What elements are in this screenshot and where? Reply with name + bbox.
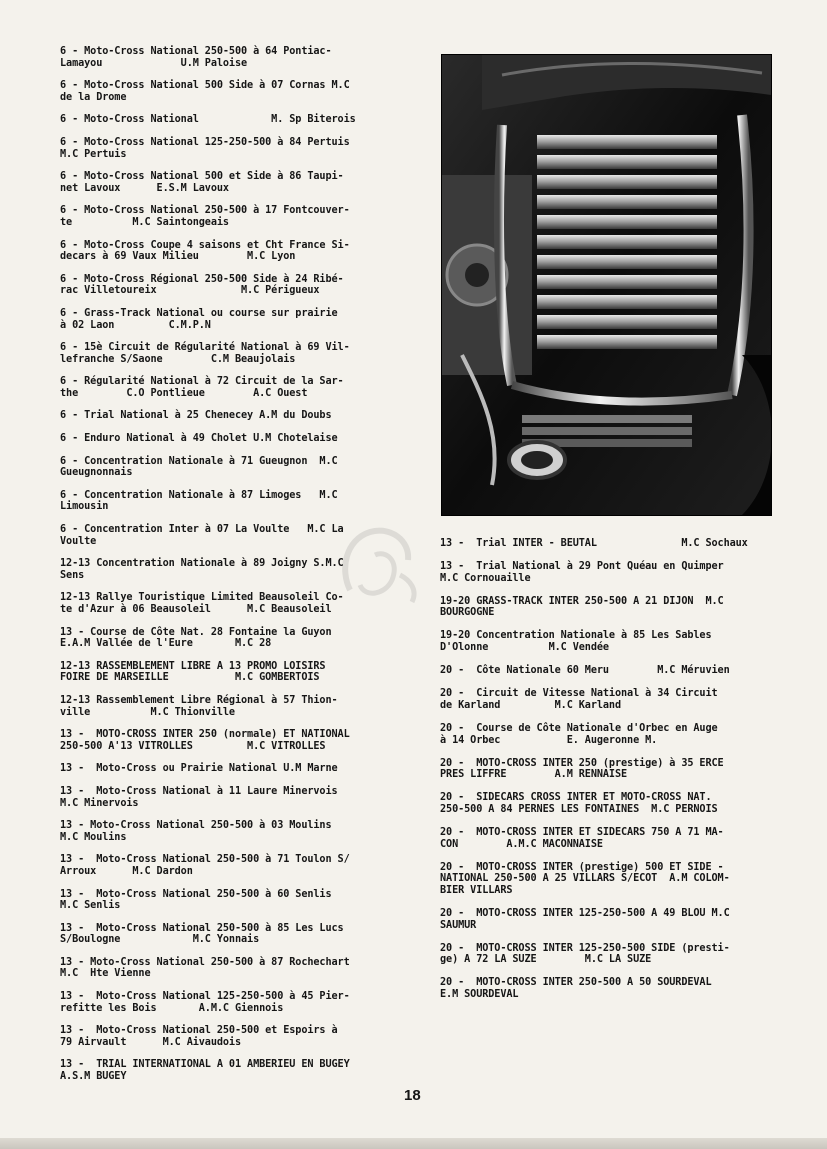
event-entry: 6 - Concentration Inter à 07 La Voulte M.C La Voulte (60, 524, 344, 547)
event-entry: 6 - Trial National à 25 Chenecey A.M du Doubs (60, 410, 332, 422)
event-entry: 13 - Moto-Cross National 250-500 à 85 Les Lucs S/Boulogne M.C Yonnais (60, 922, 344, 946)
event-entry: 6 - Moto-Cross National 500 Side à 07 Cornas M.C de la Drome (60, 80, 350, 103)
watermark-logo (330, 520, 430, 610)
event-entry: 13 - Moto-Cross ou Prairie National U.M Marne (60, 763, 338, 775)
event-entry: 20 - Côte Nationale 60 Meru M.C Méruvien (440, 665, 730, 677)
page-number: 18 (404, 1087, 421, 1104)
event-entry: 12-13 Rassemblement Libre Régional à 57 Thion- ville M.C Thionville (60, 694, 338, 718)
event-entry: 6 - Moto-Cross National 125-250-500 à 84 Pertuis M.C Pertuis (60, 136, 350, 160)
event-entry: 6 - Concentration Nationale à 87 Limoges M.C Limousin (60, 489, 338, 513)
event-entry: 20 - MOTO-CROSS INTER 125-250-500 SIDE (presti- ge) A 72 LA SUZE M.C LA SUZE (440, 942, 730, 966)
event-entry: 20 - MOTO-CROSS INTER 250-500 A 50 SOURDEVAL E.M SOURDEVAL (440, 977, 712, 1000)
event-entry: 13 - Course de Côte Nat. 28 Fontaine la Guyon E.A.M Vallée de l'Eure M.C 28 (60, 626, 332, 650)
event-entry: 13 - Moto-Cross National 250-500 et Espoirs à 79 Airvault M.C Aivaudois (60, 1025, 338, 1048)
event-entry: 20 - MOTO-CROSS INTER ET SIDECARS 750 A 71 MA- CON A.M.C MACONNAISE (440, 827, 724, 850)
event-entry: 20 - Course de Côte Nationale d'Orbec en Auge à 14 Orbec E. Augeronne M. (440, 722, 718, 746)
radiator-fins (537, 135, 717, 349)
event-entry: 6 - Moto-Cross Coupe 4 saisons et Cht France Si- decars à 69 Vaux Milieu M.C Lyon (60, 239, 350, 263)
event-entry: 6 - Régularité National à 72 Circuit de la Sar- the C.O Pontlieue A.C Ouest (60, 376, 344, 399)
event-entry: 6 - Moto-Cross National 250-500 à 17 Fontcouver- te M.C Saintongeais (60, 205, 350, 228)
page-bottom-edge (0, 1138, 827, 1149)
event-entry: 13 - Trial National à 29 Pont Quéau en Quimper M.C Cornouaille (440, 561, 724, 584)
event-entry: 13 - Moto-Cross National à 11 Laure Minervois M.C Minervois (60, 785, 338, 809)
event-entry: 12-13 Concentration Nationale à 89 Joigny S.M.C Sens (60, 558, 344, 581)
event-entry: 13 - Moto-Cross National 250-500 à 87 Rochechart M.C Hte Vienne (60, 956, 350, 980)
motorcycle-engine-illustration (442, 55, 771, 515)
event-entry: 19-20 Concentration Nationale à 85 Les Sables D'Olonne M.C Vendée (440, 630, 712, 654)
event-entry: 13 - TRIAL INTERNATIONAL A 01 AMBERIEU EN BUGEY A.S.M BUGEY (60, 1059, 350, 1083)
event-entry: 13 - Moto-Cross National 250-500 à 60 Senlis M.C Senlis (60, 888, 332, 912)
event-entry: 6 - Moto-Cross Régional 250-500 Side à 24 Ribé- rac Villetoureix M.C Périgueux (60, 273, 344, 297)
event-entry: 13 - Trial INTER - BEUTAL M.C Sochaux (440, 538, 748, 549)
event-entry: 13 - MOTO-CROSS INTER 250 (normale) ET NATIONAL 250-500 A'13 VITROLLES M.C VITROLLES (60, 729, 350, 752)
event-entry: 6 - Concentration Nationale à 71 Gueugnon M.C Gueugnonnais (60, 455, 338, 479)
event-entry: 6 - 15è Circuit de Régularité National à 69 Vil- lefranche S/Saone C.M Beaujolais (60, 342, 350, 365)
event-entry: 13 - Moto-Cross National 250-500 à 03 Moulins M.C Moulins (60, 820, 332, 843)
motorcycle-engine-photo (441, 54, 772, 516)
event-entry: 20 - Circuit de Vitesse National à 34 Circuit de Karland M.C Karland (440, 688, 718, 711)
event-entry: 19-20 GRASS-TRACK INTER 250-500 A 21 DIJON M.C BOURGOGNE (440, 595, 724, 619)
event-entry: 12-13 Rallye Touristique Limited Beausoleil Co- te d'Azur à 06 Beausoleil M.C Beausoleil (60, 592, 344, 615)
event-entry: 6 - Grass-Track National ou course sur prairie à 02 Laon C.M.P.N (60, 307, 338, 331)
event-entry: 12-13 RASSEMBLEMENT LIBRE A 13 PROMO LOISIRS FOIRE DE MARSEILLE M.C GOMBERTOIS (60, 660, 326, 684)
event-entry: 20 - MOTO-CROSS INTER 250 (prestige) à 35 ERCE PRES LIFFRE A.M RENNAISE (440, 757, 724, 781)
event-entry: 6 - Moto-Cross National M. Sp Biterois (60, 114, 356, 126)
event-entry: 13 - Moto-Cross National 250-500 à 71 Toulon S/ Arroux M.C Dardon (60, 854, 350, 877)
event-entry: 6 - Enduro National à 49 Cholet U.M Chotelaise (60, 433, 338, 445)
event-entry: 13 - Moto-Cross National 125-250-500 à 45 Pier- refitte les Bois A.M.C Giennois (60, 991, 350, 1014)
event-entry: 20 - MOTO-CROSS INTER 125-250-500 A 49 BLOU M.C SAUMUR (440, 907, 730, 931)
event-entry: 6 - Moto-Cross National 500 et Side à 86 Taupi- net Lavoux E.S.M Lavoux (60, 171, 344, 194)
event-entry: 20 - SIDECARS CROSS INTER ET MOTO-CROSS NAT. 250-500 A 84 PERNES LES FONTAINES M.C PERNOIS (440, 792, 718, 815)
event-entry: 20 - MOTO-CROSS INTER (prestige) 500 ET SIDE - NATIONAL 250-500 A 25 VILLARS S/ECOT A.M COLOM- BIER VILLARS (440, 861, 730, 896)
event-entry: 6 - Moto-Cross National 250-500 à 64 Pontiac- Lamayou U.M Paloise (60, 46, 332, 69)
right-column-events (440, 538, 768, 1012)
